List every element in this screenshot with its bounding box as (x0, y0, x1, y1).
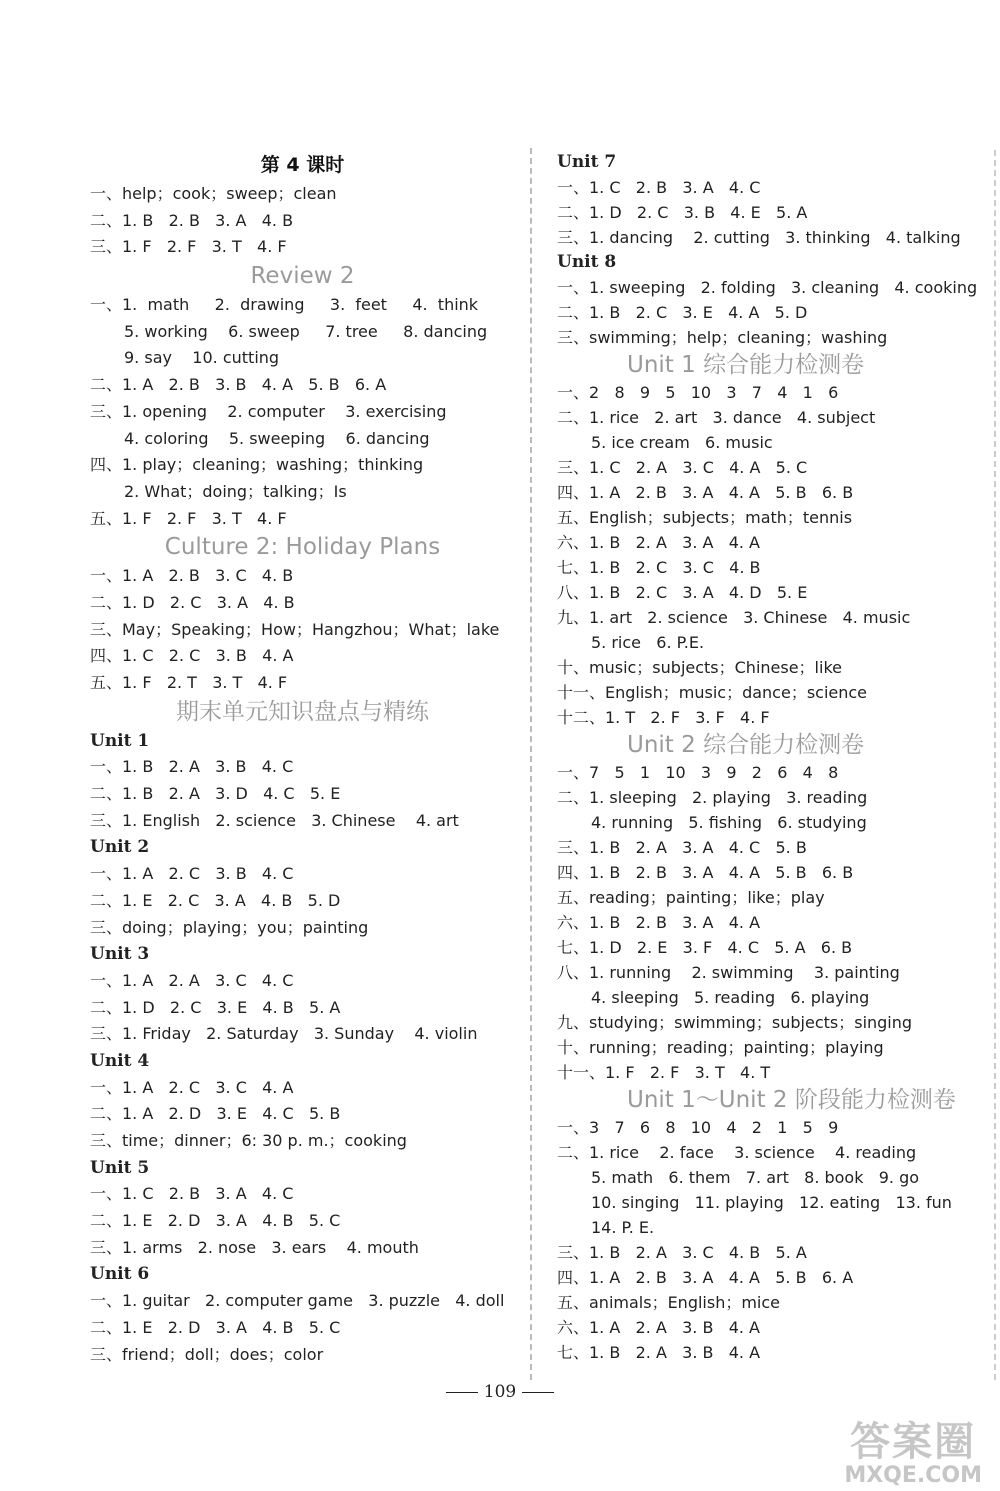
watermark-big-text: 答案圈 (850, 1419, 977, 1465)
answer-line: 五、animals；English；mice (557, 1293, 781, 1312)
answer-line: 一、7 5 1 10 3 9 2 6 4 8 (557, 763, 839, 782)
answer-line: 四、1. C 2. C 3. B 4. A (90, 646, 294, 666)
answer-line-continued: 14. P. E. (591, 1218, 655, 1237)
answer-line: 三、May；Speaking；How；Hangzhou；What；lake (90, 619, 500, 639)
answer-line: 七、1. D 2. E 3. F 4. C 5. A 6. B (557, 938, 853, 957)
answer-line: 二、1. B 2. B 3. A 4. B (90, 210, 294, 230)
answer-line: 四、1. B 2. B 3. A 4. A 5. B 6. B (557, 863, 854, 882)
answer-line: 三、1. Friday 2. Saturday 3. Sunday 4. violin (90, 1024, 478, 1044)
answer-line: 三、1. dancing 2. cutting 3. thinking 4. talking (557, 228, 961, 247)
answer-line: 九、1. art 2. science 3. Chinese 4. music (557, 608, 911, 627)
answer-line: 六、1. B 2. A 3. A 4. A (557, 533, 760, 552)
answer-line: 五、English；subjects；math；tennis (557, 508, 853, 527)
left-column (90, 150, 515, 1368)
section-title: Unit 1～Unit 2 阶段能力检测卷 (627, 1087, 956, 1113)
answer-line: 七、1. B 2. A 3. B 4. A (557, 1343, 761, 1362)
unit-heading: Unit 3 (90, 944, 150, 965)
answer-line: 二、1. sleeping 2. playing 3. reading (557, 788, 868, 807)
answer-line: 一、1. B 2. A 3. B 4. C (90, 757, 294, 777)
page-number (0, 1382, 1000, 1402)
answer-line-continued: 5. rice 6. P.E. (591, 633, 705, 652)
answer-line: 二、1. rice 2. face 3. science 4. reading (557, 1143, 917, 1162)
answer-line: 三、1. English 2. science 3. Chinese 4. art (90, 810, 459, 830)
section-title: Review 2 (250, 263, 355, 290)
answer-line: 三、swimming；help；cleaning；washing (557, 328, 888, 347)
answer-line: 一、2 8 9 5 10 3 7 4 1 6 (557, 383, 839, 402)
answer-line: 一、1. guitar 2. computer game 3. puzzle 4. doll (90, 1291, 505, 1311)
section-title: Unit 1 综合能力检测卷 (627, 352, 865, 378)
answer-line-continued: 5. working 6. sweep 7. tree 8. dancing (124, 321, 488, 341)
dash-left (446, 1392, 478, 1393)
answer-line: 二、1. E 2. D 3. A 4. B 5. C (90, 1211, 341, 1231)
answer-line: 五、1. F 2. T 3. T 4. F (90, 673, 288, 692)
answer-line: 十、running；reading；painting；playing (557, 1038, 884, 1057)
answer-line: 十、music；subjects；Chinese；like (557, 658, 842, 677)
answer-line: 三、time；dinner；6: 30 p. m.；cooking (90, 1131, 407, 1150)
section-title: 期末单元知识盘点与精练 (176, 698, 429, 725)
answer-line: 二、1. E 2. D 3. A 4. B 5. C (90, 1317, 341, 1337)
section-title: Culture 2: Holiday Plans (164, 534, 441, 561)
answer-line: 一、1. math 2. drawing 3. feet 4. think (90, 295, 479, 315)
answer-line: 三、1. B 2. A 3. A 4. C 5. B (557, 838, 807, 857)
watermark-small-text: MXQE.COM (844, 1463, 982, 1488)
answer-line-continued: 9. say 10. cutting (124, 348, 280, 368)
answer-line: 六、1. B 2. B 3. A 4. A (557, 913, 761, 932)
unit-heading: Unit 6 (90, 1264, 150, 1285)
answer-line-continued: 10. singing 11. playing 12. eating 13. fun (591, 1193, 952, 1212)
answer-line: 五、reading；painting；like；play (557, 888, 825, 907)
answer-line: 三、1. F 2. F 3. T 4. F (90, 237, 287, 257)
answer-line: 三、1. opening 2. computer 3. exercising (90, 401, 447, 421)
answer-line: 二、1. A 2. D 3. E 4. C 5. B (90, 1104, 341, 1124)
answer-line: 一、1. A 2. C 3. C 4. A (90, 1077, 294, 1097)
answer-line: 六、1. A 2. A 3. B 4. A (557, 1318, 760, 1337)
answer-line: 九、studying；swimming；subjects；singing (557, 1013, 913, 1032)
answer-line: 一、1. C 2. B 3. A 4. C (90, 1184, 294, 1204)
lesson-title: 第 4 课时 (260, 154, 345, 176)
answer-line: 三、1. arms 2. nose 3. ears 4. mouth (90, 1237, 419, 1257)
page-number-text: 109 (483, 1382, 517, 1402)
answer-line: 一、1. C 2. B 3. A 4. C (557, 178, 761, 197)
unit-heading: Unit 1 (90, 730, 150, 751)
answer-line: 一、1. A 2. B 3. C 4. B (90, 566, 294, 586)
unit-heading: Unit 8 (557, 252, 617, 272)
answer-line: 一、1. A 2. C 3. B 4. C (90, 864, 294, 884)
watermark-logo (844, 1420, 982, 1488)
answer-line: 二、1. D 2. C 3. A 4. B (90, 592, 295, 612)
unit-heading: Unit 5 (90, 1157, 150, 1178)
unit-heading: Unit 7 (557, 152, 617, 172)
unit-heading: Unit 2 (90, 837, 150, 858)
answer-line: 五、1. F 2. F 3. T 4. F (90, 508, 287, 528)
answer-line-continued: 4. running 5. fishing 6. studying (591, 813, 867, 832)
answer-line: 一、3 7 6 8 10 4 2 1 5 9 (557, 1118, 839, 1137)
answer-line: 二、1. E 2. C 3. A 4. B 5. D (90, 890, 341, 910)
answer-line: 一、1. A 2. A 3. C 4. C (90, 970, 294, 990)
answer-line-continued: 4. coloring 5. sweeping 6. dancing (124, 428, 430, 448)
answer-line: 八、1. running 2. swimming 3. painting (557, 963, 900, 982)
answer-line: 二、1. D 2. C 3. B 4. E 5. A (557, 203, 808, 222)
answer-line-continued: 2. What；doing；talking；Is (124, 481, 347, 501)
answer-line-continued: 4. sleeping 5. reading 6. playing (591, 988, 870, 1007)
answer-line: 一、help；cook；sweep；clean (90, 184, 337, 203)
edge-divider (994, 150, 996, 1380)
answer-line-continued: 5. math 6. them 7. art 8. book 9. go (591, 1168, 920, 1187)
answer-line: 二、1. B 2. A 3. D 4. C 5. E (90, 784, 341, 804)
answer-line: 三、friend；doll；does；color (90, 1344, 324, 1364)
answer-line: 八、1. B 2. C 3. A 4. D 5. E (557, 583, 808, 602)
answer-line: 四、1. A 2. B 3. A 4. A 5. B 6. B (557, 483, 854, 502)
answer-line: 二、1. B 2. C 3. E 4. A 5. D (557, 303, 808, 322)
unit-heading: Unit 4 (90, 1050, 150, 1071)
answer-line: 一、1. sweeping 2. folding 3. cleaning 4. cooking (557, 278, 978, 297)
answer-line: 二、1. A 2. B 3. B 4. A 5. B 6. A (90, 375, 387, 395)
answer-line: 三、1. B 2. A 3. C 4. B 5. A (557, 1243, 807, 1262)
answer-line: 四、1. A 2. B 3. A 4. A 5. B 6. A (557, 1268, 854, 1287)
section-title: Unit 2 综合能力检测卷 (627, 732, 865, 758)
answer-line: 十二、1. T 2. F 3. F 4. F (557, 708, 770, 727)
answer-line: 十一、1. F 2. F 3. T 4. T (557, 1063, 771, 1082)
answer-line: 二、1. rice 2. art 3. dance 4. subject (557, 408, 876, 427)
answer-line: 三、doing；playing；you；painting (90, 917, 369, 937)
answer-line: 十一、English；music；dance；science (557, 683, 868, 702)
answer-line: 三、1. C 2. A 3. C 4. A 5. C (557, 458, 808, 477)
answer-line-continued: 5. ice cream 6. music (591, 433, 773, 452)
answer-line: 四、1. play；cleaning；washing；thinking (90, 455, 424, 475)
dash-right (522, 1392, 554, 1393)
answer-line: 二、1. D 2. C 3. E 4. B 5. A (90, 997, 341, 1017)
answer-line: 七、1. B 2. C 3. C 4. B (557, 558, 761, 577)
column-divider (530, 148, 532, 1380)
right-column (557, 150, 987, 1365)
